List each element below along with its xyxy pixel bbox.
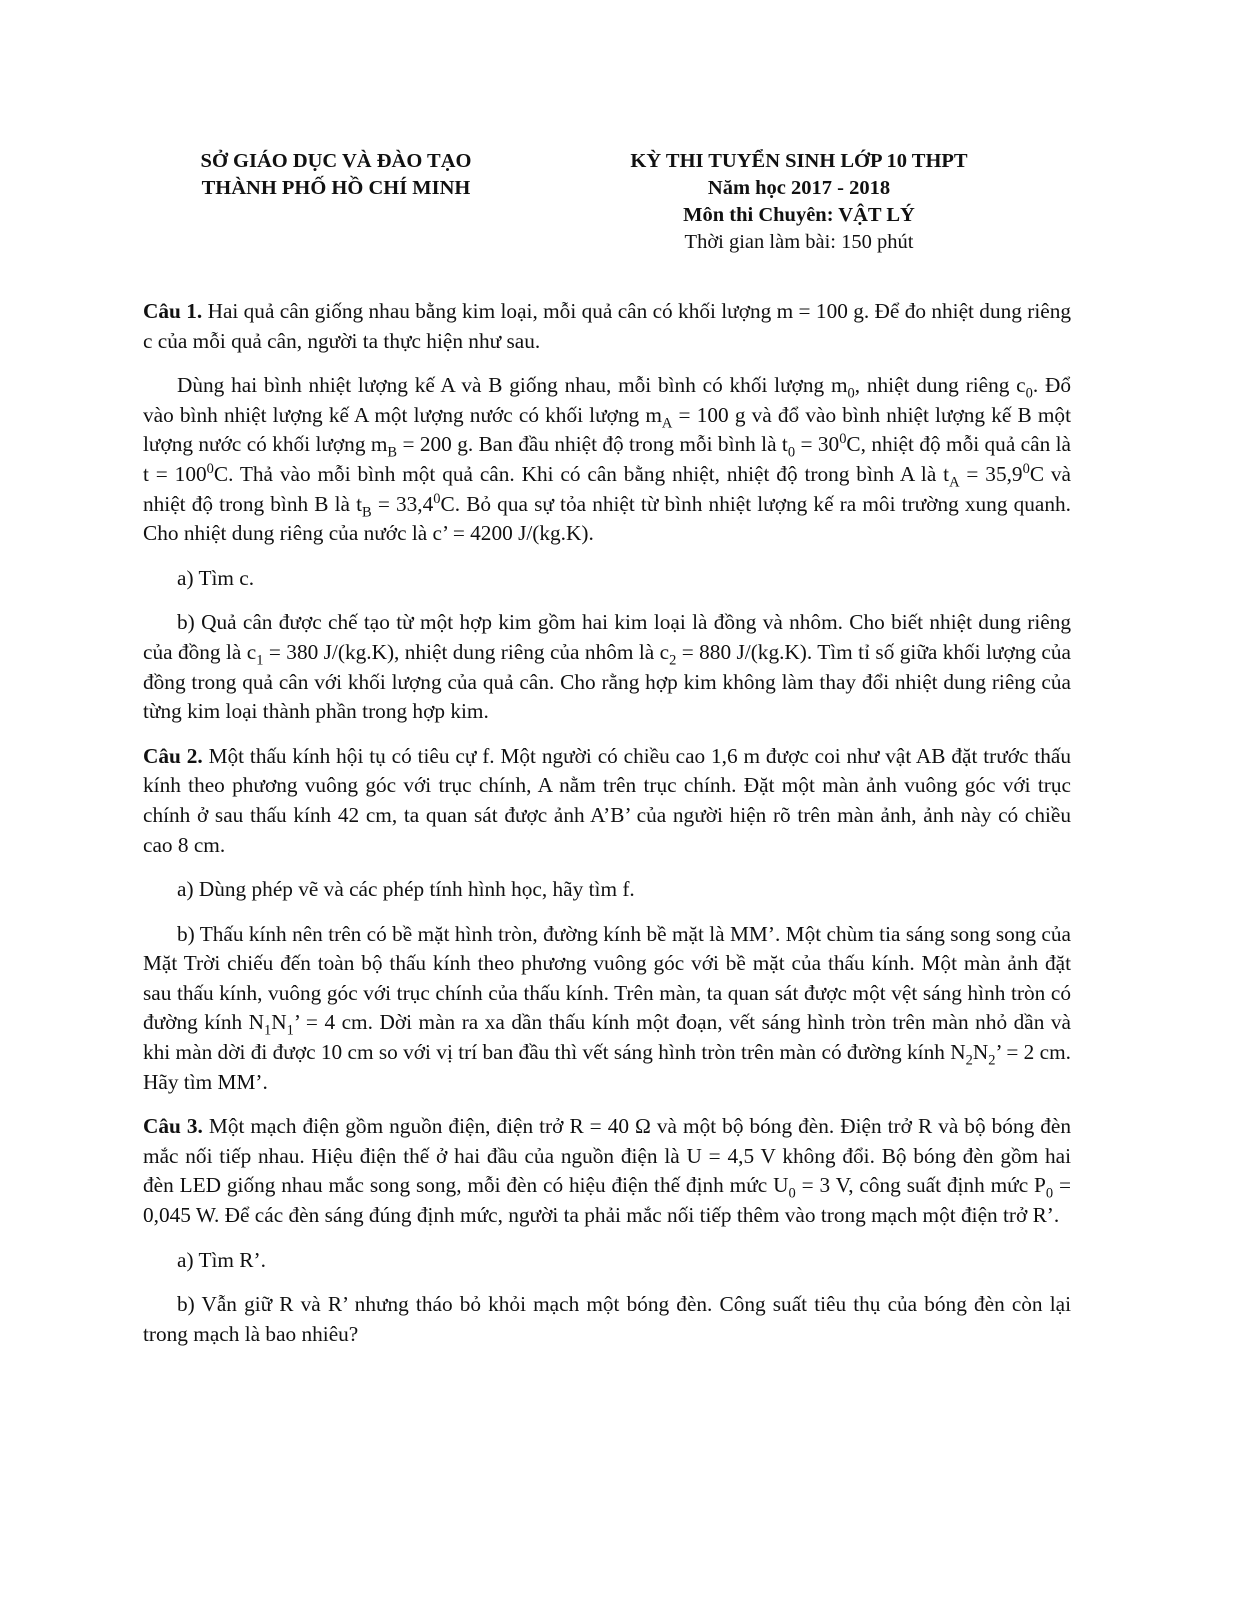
exam-header [600, 148, 998, 256]
exam-subject: Môn thi Chuyên: VẬT LÝ [683, 204, 915, 226]
question-2-intro: Câu 2. Một thấu kính hội tụ có tiêu cự f. Một người có chiều cao 1,6 m được coi như vật AB đặt trước thấu kính theo phương vuông góc với trục chính, A nằm trên trục chính. Đặt một màn ảnh vuông góc với trục chính ở sau thấu kính 42 cm, ta quan sát được ảnh A’B’ của người hiện rõ trên màn ảnh, ảnh này có chiều cao 8 cm. [143, 743, 1072, 857]
question-2-part-a: a) Dùng phép vẽ và các phép tính hình học, hãy tìm f. [177, 877, 635, 902]
city-name: THÀNH PHỐ HỒ CHÍ MINH [201, 177, 471, 199]
question-1-part-b: b) Quả cân được chế tạo từ một hợp kim gồm hai kim loại là đồng và nhôm. Cho biết nhiệt dung riêng của đồng là $c_1 = 380$ J/(kg.K), nhiệt dung riêng của nhôm là $c_2 = 880$ J/(kg.K). Tìm tỉ số giữa khối lượng của đồng trong quả cân với khối lượng của quả cân. Cho rằng hợp kim không làm thay đổi nhiệt dung riêng của từng kim loại thành phần trong hợp kim. [143, 610, 1071, 724]
question-1-setup: Dùng hai bình nhiệt lượng kế A và B giống nhau, mỗi bình có khối lượng $m_0$, nhiệt dung riêng $c_0$. Đổ vào bình nhiệt lượng kế A một lượng nước có khối lượng $m_A = 100$ g và đổ vào bình nhiệt lượng kế B một lượng nước có khối lượng $m_B = 200$ g. Ban đầu nhiệt độ trong mỗi bình là $t_0 = 30^0C$, nhiệt độ mỗi quả cân là $t = 100^0C$. Thả vào mỗi bình một quả cân. Khi có cân bằng nhiệt, nhiệt độ trong bình A là $t_A = 35,9^0C$ và nhiệt độ trong bình B là $t_B = 33,4^0C$. Bỏ qua sự tỏa nhiệt từ bình nhiệt lượng kế ra môi trường xung quanh. Cho nhiệt dung riêng của nước là c’ = 4200 J/(kg.K). [143, 373, 1071, 546]
question-3-intro: Câu 3. Một mạch điện gồm nguồn điện, điện trở R = 40 Ω và một bộ bóng đèn. Điện trở R và bộ bóng đèn mắc nối tiếp nhau. Hiệu điện thế ở hai đầu của nguồn điện là U = 4,5 V không đổi. Bộ bóng đèn gồm hai đèn LED giống nhau mắc song song, mỗi đèn có hiệu điện thế định mức $U_0 = 3$ V, công suất định mức $P_0 = 0,045$ W. Để các đèn sáng đúng định mức, người ta phải mắc nối tiếp thêm vào trong mạch một điện trở R’. [143, 1114, 1071, 1228]
question-3-label: Câu 3. [143, 1114, 203, 1139]
exam-content [143, 297, 1071, 1364]
department-name: SỞ GIÁO DỤC VÀ ĐÀO TẠO [200, 150, 472, 172]
exam-title: KỲ THI TUYỂN SINH LỚP 10 THPT [630, 150, 968, 172]
question-2-label: Câu 2. [143, 743, 203, 768]
question-2-part-b: b) Thấu kính nên trên có bề mặt hình tròn, đường kính bề mặt là MM’. Một chùm tia sáng song song của Mặt Trời chiếu đến toàn bộ thấu kính theo phương vuông góc với bề mặt của thấu kính. Một màn ảnh đặt sau thấu kính, vuông góc với trục chính của thấu kính. Trên màn, ta quan sát được một vệt sáng hình tròn có đường kính $N_1N_1$’ = 4 cm. Dời màn ra xa dần thấu kính một đoạn, vết sáng hình tròn trên màn nhỏ dần và khi màn dời đi được 10 cm so với vị trí ban đầu thì vết sáng hình tròn trên màn có đường kính $N_2N_2$’ = 2 cm. Hãy tìm MM’. [143, 921, 1071, 1094]
question-3-part-b: b) Vẫn giữ R và R’ nhưng tháo bỏ khỏi mạch một bóng đèn. Công suất tiêu thụ của bóng đèn còn lại trong mạch là bao nhiêu? [143, 1292, 1071, 1346]
exam-duration: Thời gian làm bài: 150 phút [684, 231, 914, 253]
question-1-intro: Câu 1. Hai quả cân giống nhau bằng kim loại, mỗi quả cân có khối lượng m = 100 g. Để đo nhiệt dung riêng c của mỗi quả cân, người ta thực hiện như sau. [143, 299, 1072, 353]
school-year: Năm học 2017 - 2018 [707, 177, 891, 199]
question-1-part-a: a) Tìm c. [177, 565, 255, 590]
question-3-part-a: a) Tìm R’. [177, 1247, 266, 1272]
department-header [176, 148, 496, 202]
question-1-label: Câu 1. [143, 299, 203, 323]
